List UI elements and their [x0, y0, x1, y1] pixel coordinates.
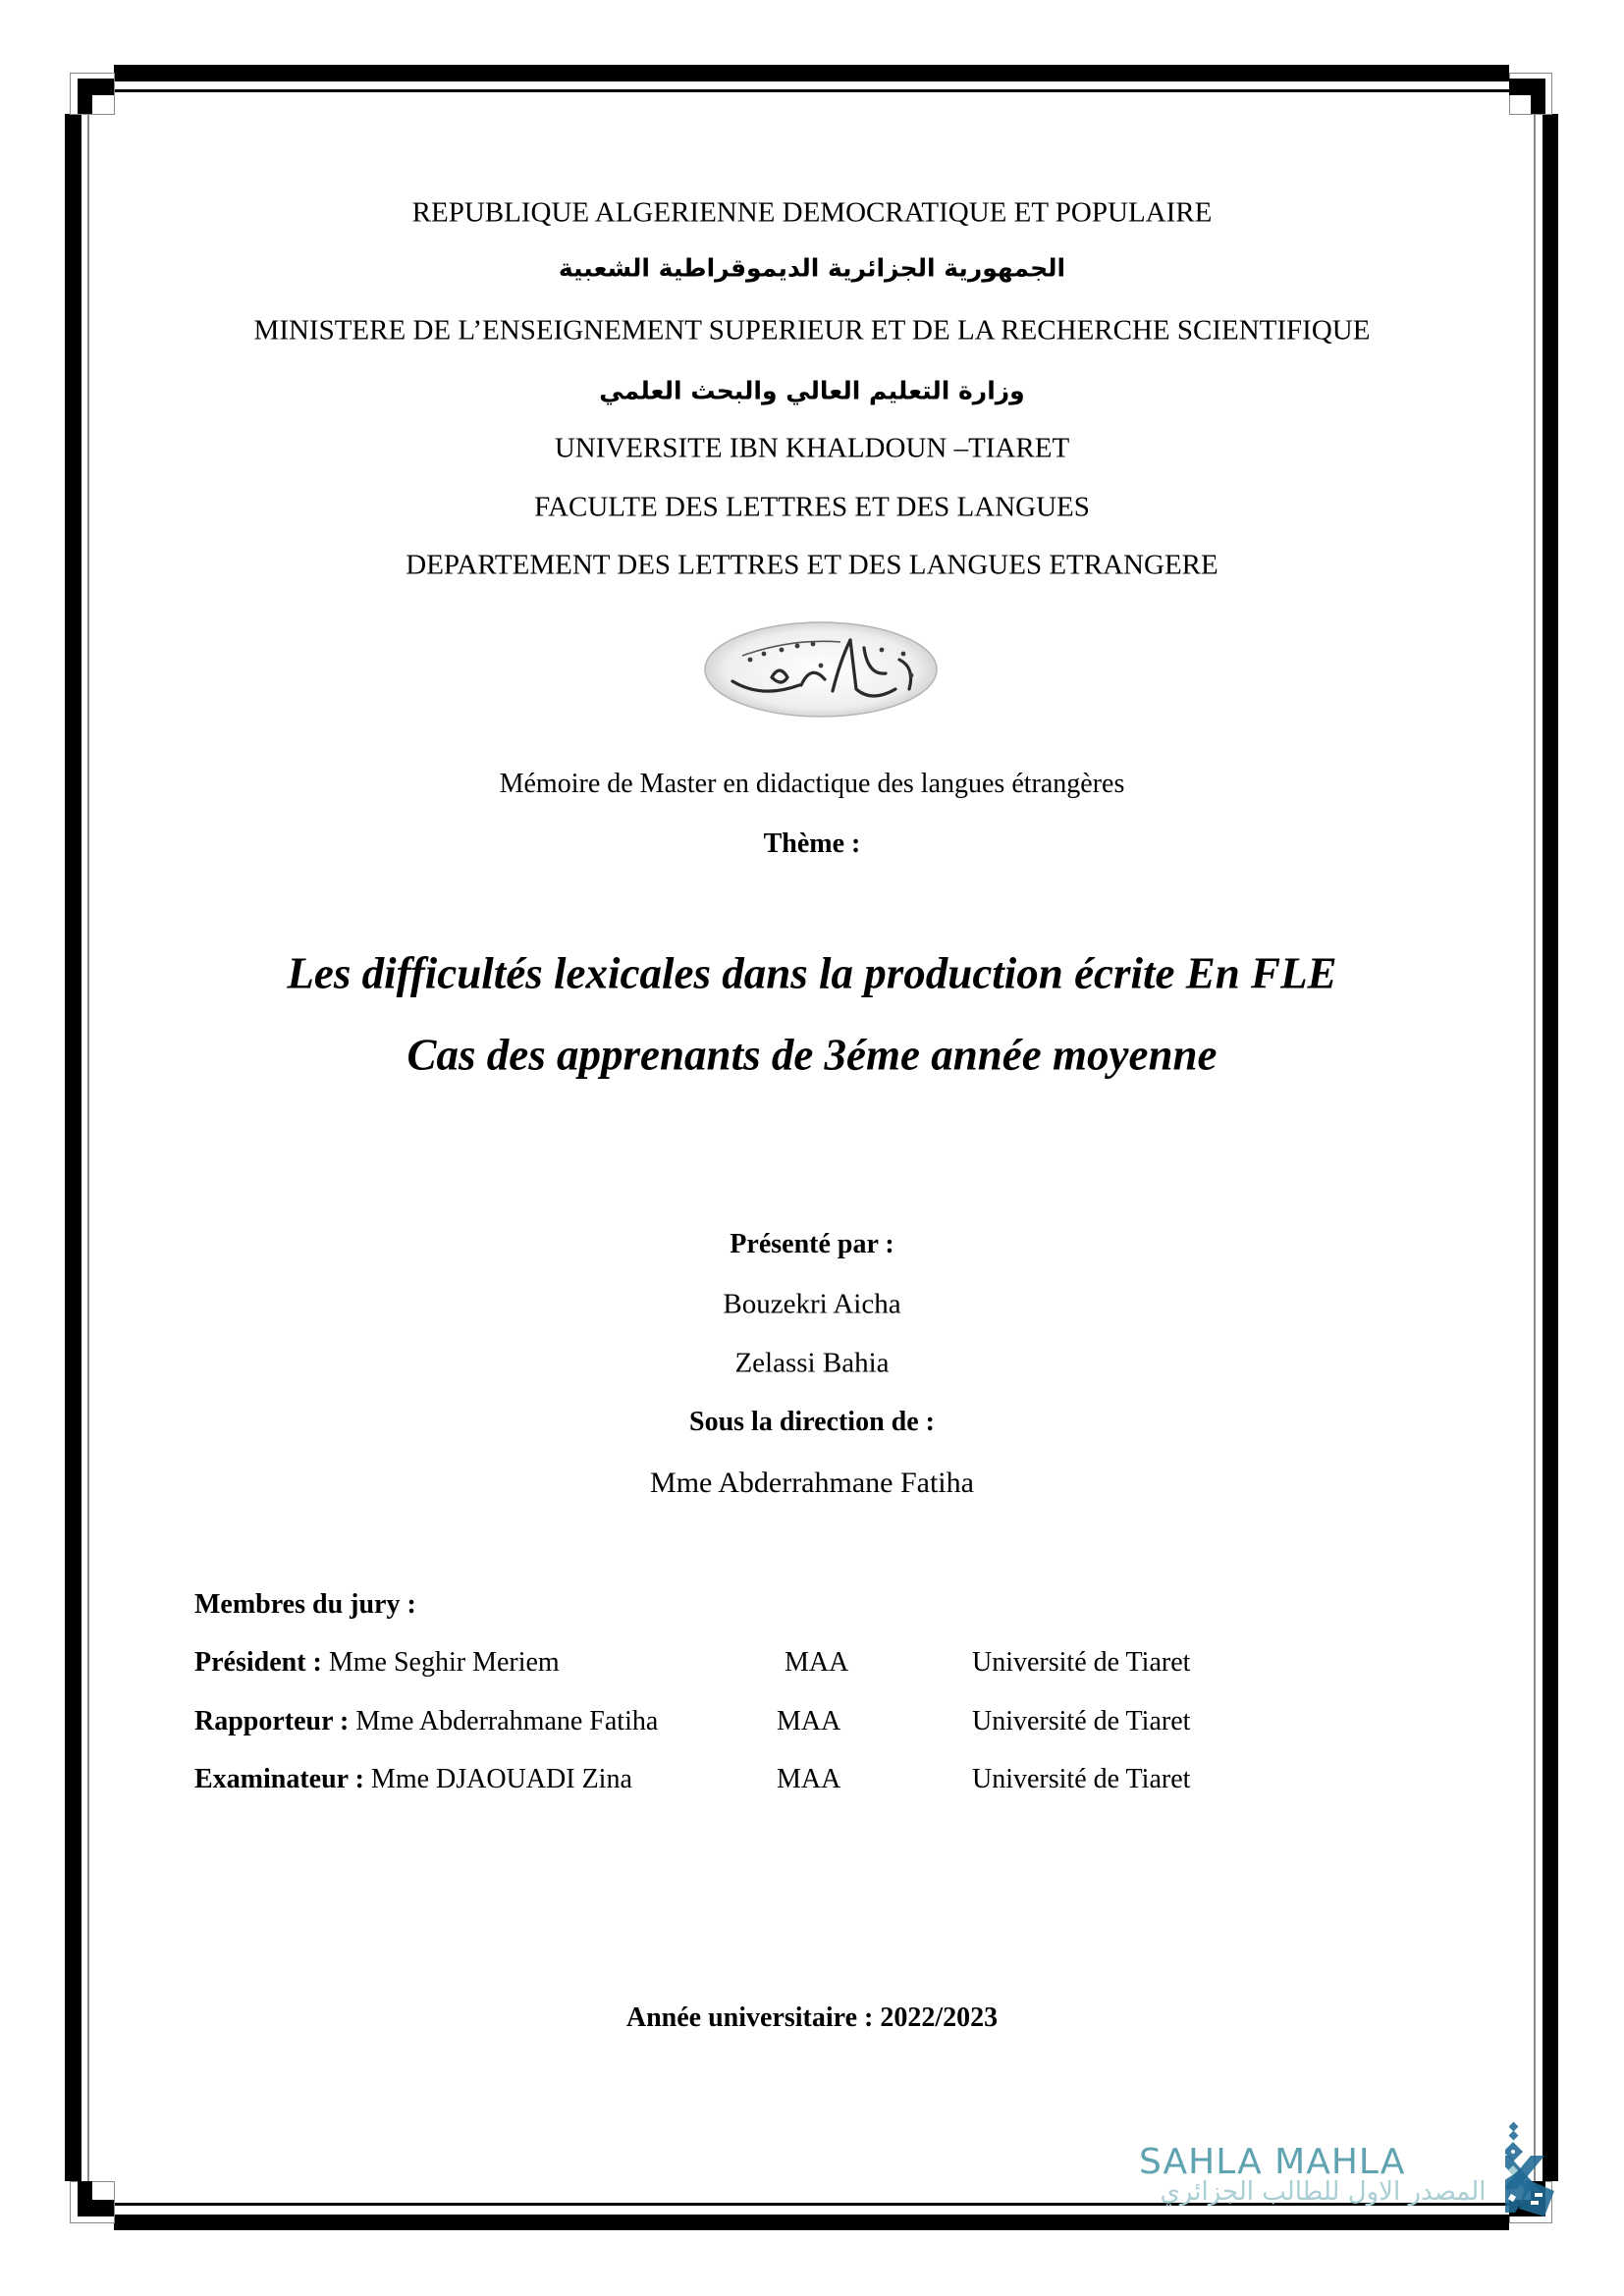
supervision-label: Sous la direction de :: [689, 1407, 935, 1437]
republic-name-ar: الجمهورية الجزائرية الديموقراطية الشعبية: [558, 253, 1066, 283]
sahla-mahla-emblem-icon: [1505, 2120, 1574, 2218]
frame-left-bar: [65, 114, 81, 2181]
jury-institution: Université de Tiaret: [972, 1764, 1191, 1794]
jury-grade: MAA: [777, 1706, 841, 1736]
watermark-tagline: المصدر الاول للطالب الجزائري: [1160, 2177, 1487, 2207]
jury-role: Examinateur :: [194, 1764, 364, 1794]
ministry-name-fr: MINISTERE DE L’ENSEIGNEMENT SUPERIEUR ET DE LA RECHERCHE SCIENTIFIQUE: [253, 314, 1371, 347]
watermark-brand: SAHLA MAHLA: [1139, 2142, 1406, 2182]
department-name: DEPARTEMENT DES LETTRES ET DES LANGUES ETRANGERE: [406, 549, 1218, 581]
jury-member-row: [194, 1705, 1373, 1738]
jury-member-row: [194, 1763, 1373, 1796]
jury-member-name: Mme DJAOUADI Zina: [363, 1764, 632, 1794]
jury-label: Membres du jury :: [194, 1589, 416, 1620]
jury-grade: MAA: [785, 1647, 849, 1678]
frame-right-bar: [1543, 114, 1558, 2181]
degree-label: Mémoire de Master en didactique des langues étrangères: [499, 769, 1125, 799]
frame-bottom-bar: [114, 2215, 1509, 2230]
ministry-name-ar: وزارة التعليم العالي والبحث العلمي: [599, 376, 1025, 405]
frame-top-thin-line: [114, 89, 1509, 92]
frame-left-thin-line: [87, 114, 89, 2181]
faculty-name: FACULTE DES LETTRES ET DES LANGUES: [534, 491, 1090, 523]
jury-member-row: [194, 1646, 1373, 1680]
jury-institution: Université de Tiaret: [972, 1647, 1191, 1678]
frame-corner-tr-v: [1531, 79, 1545, 114]
university-seal-icon: [703, 620, 939, 719]
theme-label: Thème :: [763, 828, 861, 859]
jury-institution: Université de Tiaret: [972, 1706, 1191, 1736]
frame-top-bar: [114, 65, 1509, 81]
jury-role: Rapporteur :: [194, 1706, 350, 1736]
jury-role: Président :: [194, 1647, 322, 1678]
supervisor-name: Mme Abderrahmane Fatiha: [650, 1467, 974, 1499]
thesis-title-line2: Cas des apprenants de 3éme année moyenne: [406, 1030, 1218, 1080]
frame-right-thin-line: [1534, 114, 1536, 2181]
academic-year: Année universitaire : 2022/2023: [625, 2002, 999, 2033]
author-name: Zelassi Bahia: [734, 1347, 890, 1379]
frame-corner-tl-v: [78, 79, 92, 114]
republic-name-fr: REPUBLIQUE ALGERIENNE DEMOCRATIQUE ET POPULAIRE: [411, 196, 1213, 229]
jury-member-name: Mme Abderrahmane Fatiha: [349, 1706, 659, 1736]
presented-by-label: Présenté par :: [730, 1229, 894, 1259]
university-name: UNIVERSITE IBN KHALDOUN –TIARET: [554, 432, 1070, 464]
author-name: Bouzekri Aicha: [723, 1288, 901, 1320]
jury-member-name: Mme Seghir Meriem: [321, 1647, 560, 1678]
frame-corner-bl-h: [78, 2200, 114, 2216]
jury-grade: MAA: [777, 1764, 841, 1794]
thesis-title-line1: Les difficultés lexicales dans la production écrite En FLE: [287, 948, 1337, 998]
